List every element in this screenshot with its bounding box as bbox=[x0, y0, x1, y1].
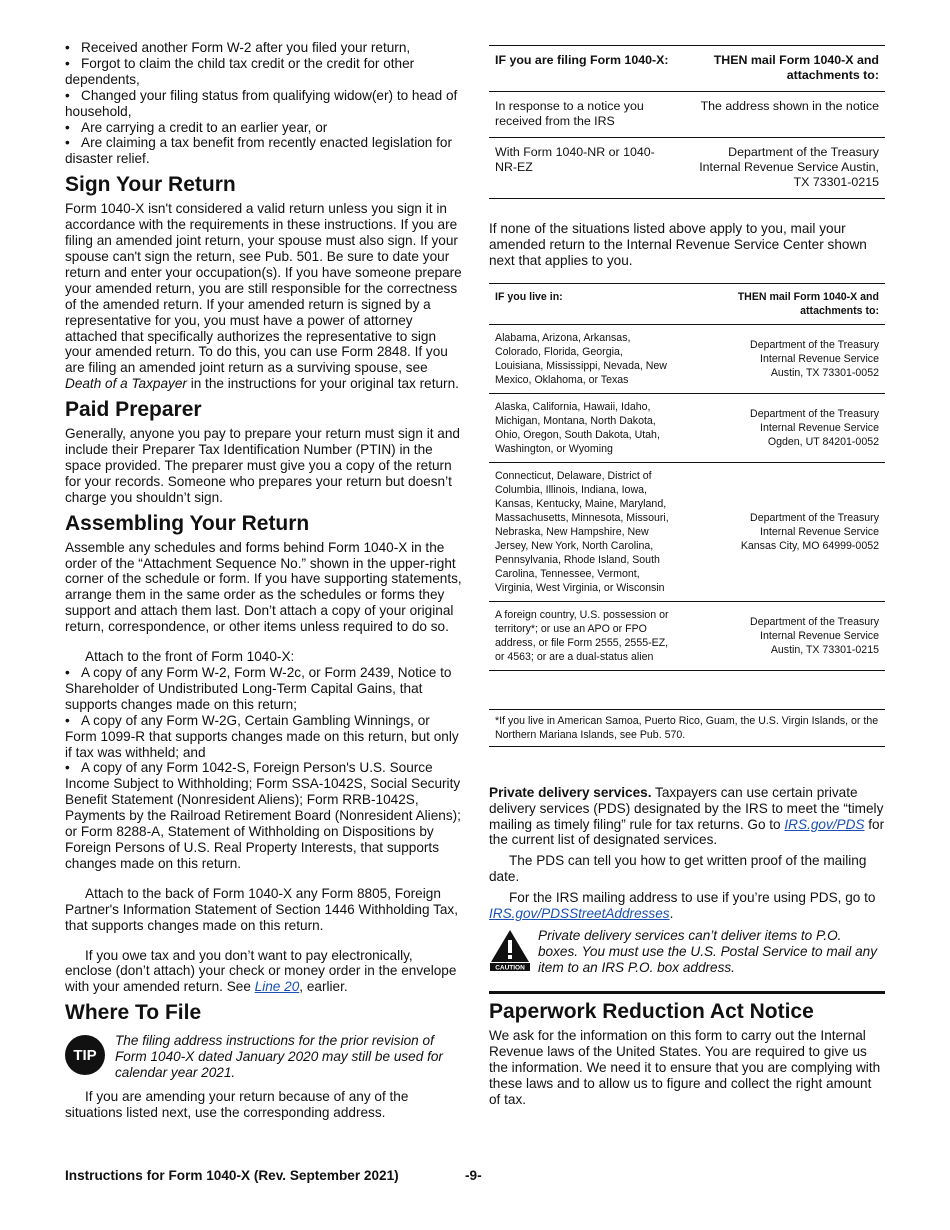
paid-text: Generally, anyone you pay to prepare your return must sign it and include their Preparer Tax Identification Number (PTIN) in the space provided. The preparer must give you a copy of the return for your records. Someone who prepares your return but doesn’t charge you shouldn’t sign. bbox=[65, 426, 460, 505]
assembling-text: Assemble any schedules and forms behind Form 1040-X in the order of the “Attachment Sequence No.” shown in the upper-right corner of the schedule or form. If you have supporting statements, arrange them in the same order as the schedules or forms they support and attach them last. Don’t attach a copy of your original return, correspondence, or other items unless required to do so. bbox=[65, 539, 462, 635]
table-row: Connecticut, Delaware, District of Columbia, Illinois, Indiana, Iowa, Kansas, Kentucky, Maine, Maryland, Massachusetts, Minnesota, Missouri, Nebraska, New Hampshire, New Jersey, New York, North Carolina, Pennsylvania, Rhode Island, South Carolina, Tennessee, Vermont, Virginia, West Virginia, or Wisconsin Department of the Treasury Internal Revenue Service Kansas City, MO 64999-0052 bbox=[489, 462, 885, 601]
assembling-heading: Assembling Your Return bbox=[65, 511, 310, 535]
front-intro: Attach to the front of Form 1040-X: bbox=[85, 649, 295, 665]
left-column bbox=[65, 40, 462, 1121]
table-header: THEN mail Form 1040-X and attachments to: bbox=[713, 53, 879, 82]
caution-text: Private delivery services can’t deliver items to P.O. boxes. You must use the U.S. Postal Service to mail any item to an IRS P.O. box address. bbox=[538, 927, 878, 975]
bullet-item: • Received another Form W-2 after you filed your return, bbox=[65, 40, 411, 55]
tip-icon: TIP bbox=[65, 1035, 105, 1075]
caution-note bbox=[489, 928, 885, 977]
footnote: *If you live in American Samoa, Puerto Rico, Guam, the U.S. Virgin Islands, or the Northern Mariana Islands, see Pub. 570. bbox=[489, 709, 885, 747]
caution-label: CAUTION bbox=[495, 964, 525, 972]
bullet-item: • Are carrying a credit to an earlier year, or bbox=[65, 119, 328, 135]
footer-title: Instructions for Form 1040-X (Rev. September 2021) bbox=[65, 1168, 399, 1183]
page-footer bbox=[65, 1168, 885, 1183]
paperwork-heading: Paperwork Reduction Act Notice bbox=[489, 999, 814, 1023]
filing-address-table bbox=[489, 45, 885, 199]
bullet-item: • Changed your filing status from qualifying widow(er) to head of household, bbox=[65, 87, 458, 119]
table-header: IF you live in: bbox=[495, 290, 563, 303]
table-row: A foreign country, U.S. possession or territory*; or use an APO or FPO address, or file Form 2555, 2555-EZ, or 4563; or are a dual-status alien Department of the Treasury Internal Revenue Service Austin, TX 73301-0215 bbox=[489, 601, 885, 670]
pds-text: Private delivery services. Taxpayers can use certain private delivery services (PDS) designated by the IRS to meet the “timely mailing as timely filing” rule for tax returns. Go to IRS.gov/PDS for the current list of designated services. bbox=[489, 784, 885, 848]
bullet-item: • A copy of any Form 1042-S, Foreign Person's U.S. Source Income Subject to Withholding; Form SSA-1042S, Social Security Benefit Statement (Nonresident Aliens); Form RRB-1042S, Payments by the Railroad Retirement Board (Nonresident Aliens); or Form 8288-A, Statement of Withholding on Dispositions by Foreign Persons of U.S. Real Property Interests, that supports changes made on this return. bbox=[65, 760, 461, 871]
paperwork-text: We ask for the information on this form to carry out the Internal Revenue laws of the United States. You are required to give us the information. We need it to ensure that you are complying with these laws and to allow us to figure and collect the right amount of tax. bbox=[489, 1027, 881, 1107]
irs-pds-link[interactable]: IRS.gov/PDS bbox=[784, 816, 865, 832]
intro2-text: If none of the situations listed above apply to you, mail your amended return to the Internal Revenue Service Center shown next that applies to you. bbox=[489, 221, 867, 268]
bullet-item: • Are claiming a tax benefit from recently enacted legislation for disaster relief. bbox=[65, 135, 452, 167]
table-header: IF you are filing Form 1040-X: bbox=[495, 53, 669, 67]
sign-heading: Sign Your Return bbox=[65, 173, 236, 197]
section-divider bbox=[489, 991, 885, 994]
table-row: Alaska, California, Hawaii, Idaho, Michigan, Montana, North Dakota, Ohio, Oregon, South Dakota, Utah, Washington, or Wyoming Department of the Treasury Internal Revenue Service Ogden, UT 84201-0052 bbox=[489, 393, 885, 462]
owe-text: If you owe tax and you don’t want to pay electronically, enclose (don’t attach) your check or money order in the envelope with your amended return. See Line 20, earlier. bbox=[65, 947, 457, 995]
tip-note bbox=[65, 1033, 462, 1081]
sign-text: Form 1040-X isn't considered a valid return unless you sign it in accordance with the requirements in these instructions. If you are filing an amended joint return, your spouse must also sign. If your spouse can't sign the return, see Pub. 501. Be sure to date your return and enter your occupation(s). If you have someone prepare your amended return, you are still responsible for the correctness of the amended return. If your amended return is signed by a representative for you, you must have a power of attorney attached that specifically authorizes the representative to sign your amended return. To do this, you can use Form 2848. If you are filing an amended joint return as a surviving spouse, see Death of a Taxpayer in the instructions for your original tax return. bbox=[65, 201, 462, 392]
irs-pds-street-link[interactable]: IRS.gov/PDSStreetAddresses bbox=[489, 906, 670, 922]
bullet-item: • A copy of any Form W-2, Form W-2c, or Form 2439, Notice to Shareholder of Undistributed Long-Term Capital Gains, that supports changes made on this return; bbox=[65, 665, 452, 712]
table-row: Alabama, Arizona, Arkansas, Colorado, Florida, Georgia, Louisiana, Mississippi, Nevada, New Mexico, Oklahoma, or Texas Department of the Treasury Internal Revenue Service Austin, TX 73301-0052 bbox=[489, 324, 885, 393]
back-text: Attach to the back of Form 1040-X any Form 8805, Foreign Partner's Information Statement of Section 1446 Withholding Tax, that supports changes made on this return. bbox=[65, 885, 459, 933]
page-number: -9- bbox=[465, 1168, 482, 1183]
table-row: In response to a notice you received from the IRS The address shown in the notice bbox=[489, 92, 885, 138]
state-address-table bbox=[489, 283, 885, 671]
bullet-item: • A copy of any Form W-2G, Certain Gambling Winnings, or Form 1099-R that supports changes made on this return, but only if tax was withheld; and bbox=[65, 712, 459, 760]
tip-text: The filing address instructions for the prior revision of Form 1040-X dated January 2020 may still be used for calendar year 2021. bbox=[115, 1033, 443, 1081]
where-text: If you are amending your return because of any of the situations listed next, use the corresponding address. bbox=[65, 1088, 409, 1120]
line-20-link[interactable]: Line 20 bbox=[254, 979, 300, 995]
paid-heading: Paid Preparer bbox=[65, 398, 202, 422]
where-heading: Where To File bbox=[65, 1001, 202, 1025]
bullet-item: • Forgot to claim the child tax credit or the credit for other dependents, bbox=[65, 55, 415, 87]
table-row: With Form 1040-NR or 1040-NR-EZ Department of the Treasury Internal Revenue Service Austin, TX 73301-0215 bbox=[489, 138, 885, 199]
table-header: THEN mail Form 1040-X and attachments to: bbox=[737, 290, 879, 317]
caution-icon bbox=[489, 928, 531, 977]
pds-proof-text: The PDS can tell you how to get written proof of the mailing date. bbox=[489, 853, 867, 885]
right-column bbox=[489, 45, 885, 1108]
pds-address-text: For the IRS mailing address to use if you’re using PDS, go to IRS.gov/PDSStreetAddresses. bbox=[489, 890, 876, 922]
